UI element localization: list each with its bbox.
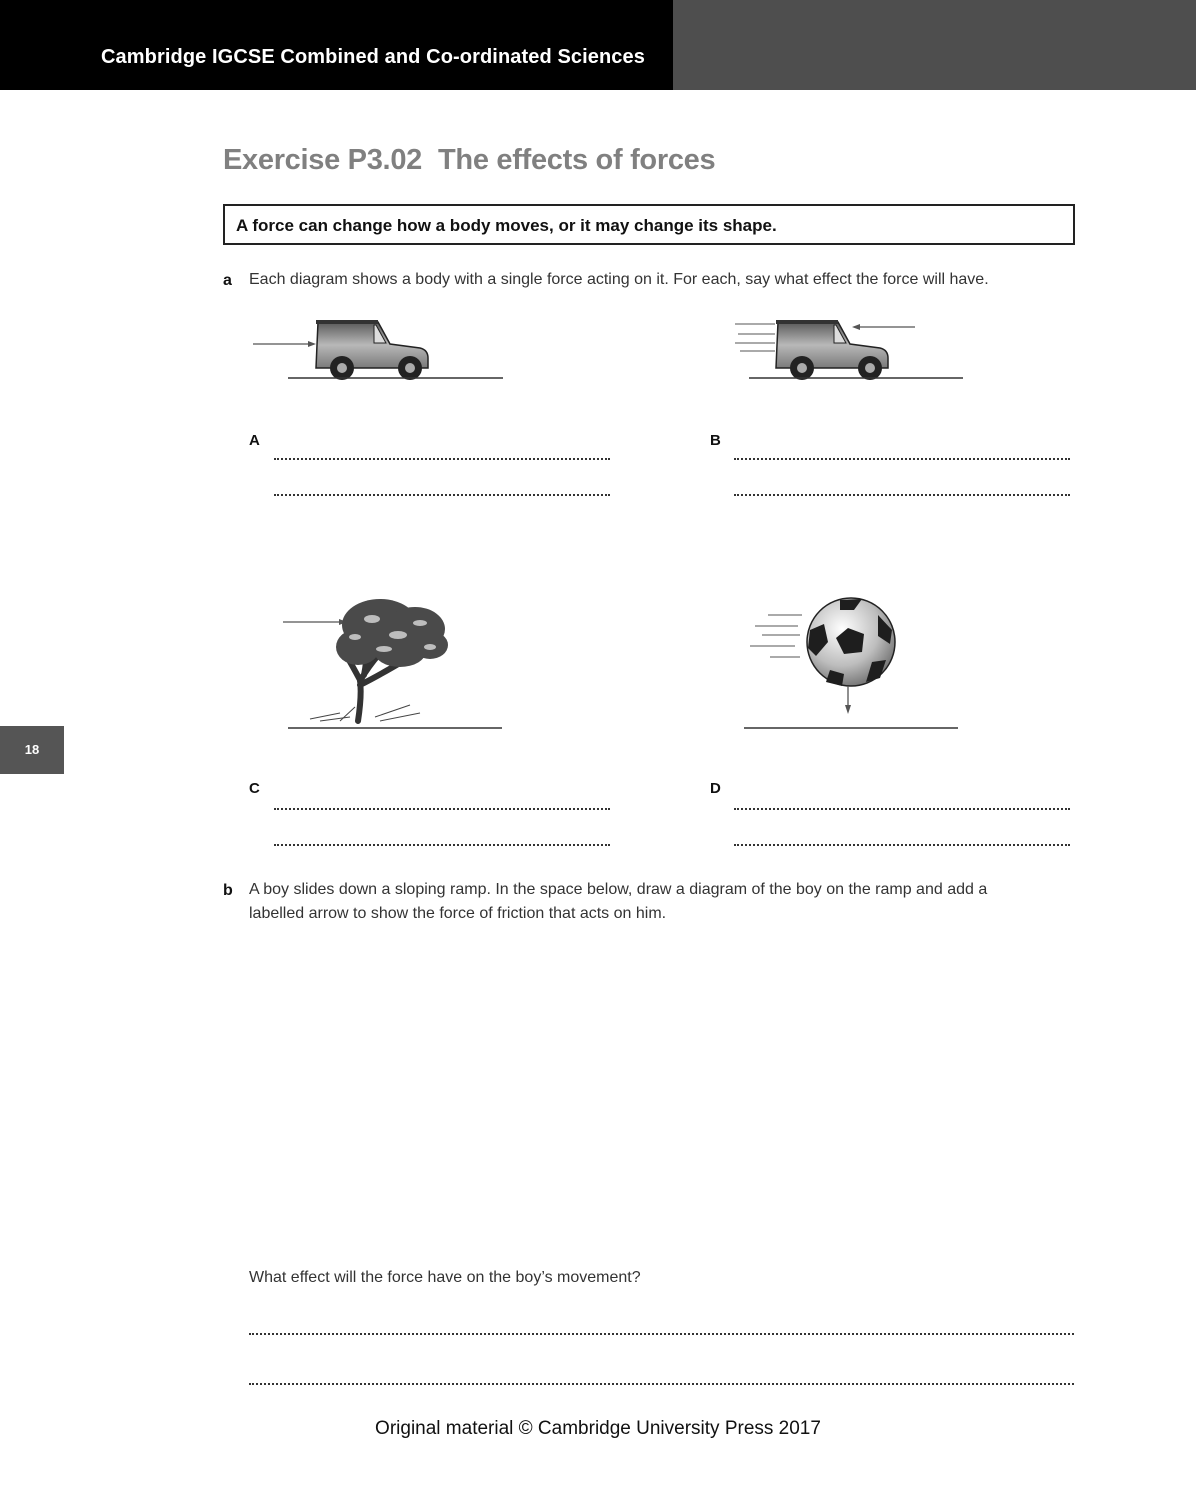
part-a-letter: a (223, 272, 232, 289)
exercise-number: Exercise P3.02 (223, 144, 422, 176)
part-b-question: What effect will the force have on the boy’s movement? (249, 1269, 641, 1286)
force-arrow (283, 619, 347, 625)
answer-line-c1[interactable] (274, 808, 610, 810)
answer-line-b2[interactable] (734, 494, 1070, 496)
key-statement: A force can change how a body moves, or it may change its shape. (236, 216, 777, 235)
answer-line-b-2[interactable] (249, 1383, 1074, 1385)
force-arrow (845, 686, 851, 714)
drawing-area[interactable] (249, 935, 1074, 1255)
answer-line-b-1[interactable] (249, 1333, 1074, 1335)
tree-icon (280, 585, 510, 735)
force-arrow (253, 341, 316, 347)
motion-lines (735, 324, 775, 351)
label-c: C (249, 780, 260, 797)
label-d: D (710, 780, 721, 797)
book-title: Cambridge IGCSE Combined and Co-ordinated Sciences (101, 46, 645, 68)
part-b-letter: b (223, 882, 233, 899)
answer-line-a1[interactable] (274, 458, 610, 460)
exercise-name: The effects of forces (437, 144, 716, 176)
motion-lines (750, 615, 802, 657)
header-band-right (673, 0, 1196, 90)
part-a-text: Each diagram shows a body with a single force acting on it. For each, say what effect the force will have. (249, 271, 989, 288)
copyright-footer: Original material © Cambridge University Press 2017 (375, 1418, 821, 1439)
moving-van-icon (730, 310, 970, 385)
label-a: A (249, 432, 260, 449)
part-b-text-line1: A boy slides down a sloping ramp. In the space below, draw a diagram of the boy on the ramp and add a (249, 881, 988, 898)
answer-line-d1[interactable] (734, 808, 1070, 810)
football-icon (740, 590, 965, 735)
answer-line-c2[interactable] (274, 844, 610, 846)
van-icon (248, 310, 508, 385)
exercise-title (223, 144, 715, 177)
answer-line-a2[interactable] (274, 494, 610, 496)
header-band (0, 0, 673, 90)
force-arrow (852, 324, 915, 330)
page-number: 18 (0, 726, 64, 774)
answer-line-d2[interactable] (734, 844, 1070, 846)
key-statement-box (223, 204, 1075, 245)
label-b: B (710, 432, 721, 449)
answer-line-b1[interactable] (734, 458, 1070, 460)
part-b-text-line2: labelled arrow to show the force of friction that acts on him. (249, 905, 667, 922)
